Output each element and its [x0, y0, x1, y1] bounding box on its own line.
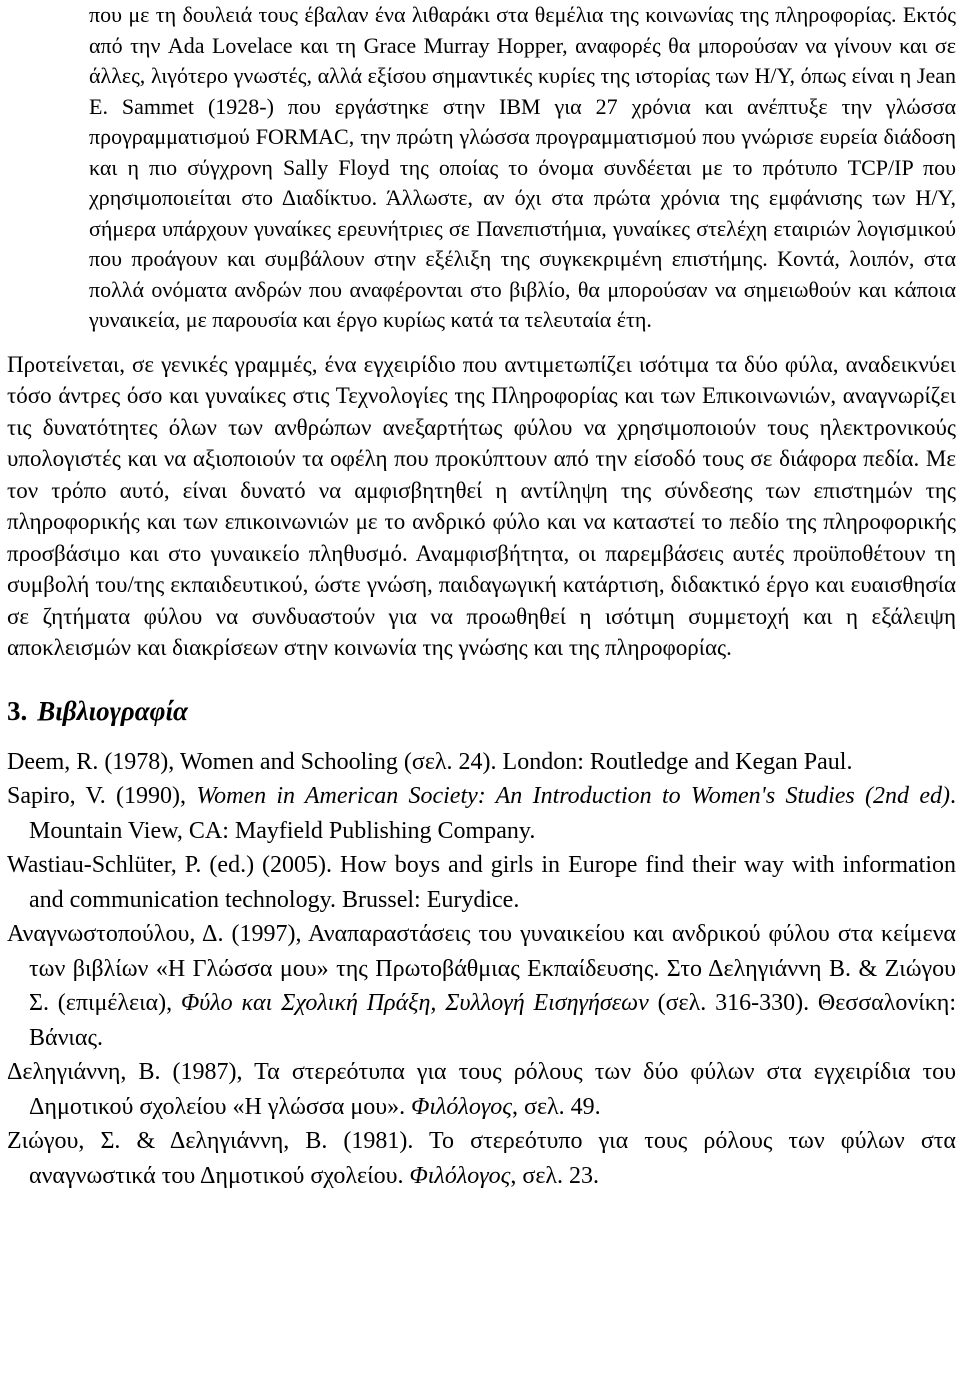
- reference-text: Ζιώγου, Σ. & Δεληγιάννη, Β. (1981). Το στερεότυπο για τους ρόλους των φύλων στα αναγνωστικά του Δημοτικού σχολείου.: [7, 1128, 956, 1189]
- reference-item: [7, 848, 956, 917]
- reference-text: Sapiro, V. (1990),: [7, 783, 197, 809]
- reference-item: [7, 917, 956, 1055]
- reference-text: Δεληγιάννη, Β. (1987), Τα στερεότυπα για τους ρόλους των δύο φύλων στα εγχειρίδια του Δημοτικού σχολείου «Η γλώσσα μου».: [7, 1059, 956, 1120]
- reference-italic-title: Women in American Society: An Introduction to Women's Studies (2nd ed): [196, 783, 950, 809]
- reference-text: Αναγνωστοπούλου, Δ. (1997), Αναπαραστάσεις του γυναικείου και ανδρικού φύλου στα κείμενα των βιβλίων «Η Γλώσσα μου» της Πρωτοβάθμιας Εκπαίδευσης. Στο Δεληγιάννη Β. & Ζιώγου Σ. (επιμέλεια),: [7, 921, 956, 1016]
- reference-text-tail: (σελ. 316-330). Θεσσαλονίκη: Βάνιας.: [29, 990, 957, 1051]
- reference-italic-title: Φύλο και Σχολική Πράξη, Συλλογή Εισηγήσεων: [180, 990, 649, 1016]
- reference-item: [7, 745, 956, 780]
- section-heading: [7, 694, 960, 728]
- reference-text-tail: , σελ. 23.: [510, 1162, 600, 1189]
- reference-item: [7, 1055, 956, 1124]
- reference-item: [7, 779, 956, 848]
- main-paragraph: Προτείνεται, σε γενικές γραμμές, ένα εγχειρίδιο που αντιμετωπίζει ισότιμα τα δύο φύλα, αναδεικνύει τόσο άντρες όσο και γυναίκες στις Τεχνολογίες της Πληροφορίας και των Επικοινωνιών, αναγνωρίζει τις δυνατότητες όλων των ανθρώπων ανεξαρτήτως φύλου να χρησιμοποιούν τους ηλεκτρονικούς υπολογιστές και να αξιοποιούν τα οφέλη που προκύπτουν από την είσοδό τους σε διάφορα πεδία. Με τον τρόπο αυτό, είναι δυνατό να αμφισβητηθεί η αντίληψη της σύνδεσης των επιστημών της πληροφορικής και των επικοινωνιών με το ανδρικό φύλο και να καταστεί το πεδίο της πληροφορικής προσβάσιμο και στο γυναικείο πληθυσμό. Αναμφισβήτητα, οι παρεμβάσεις αυτές προϋποθέτουν τη συμβολή του/της εκπαιδευτικού, ώστε γνώση, παιδαγωγική κατάρτιση, διδακτικό έργο και ευαισθησία σε ζητήματα φύλου να συνδυαστούν για να προωθηθεί η ισότιμη συμμετοχή και η εξάλειψη αποκλεισμών και διακρίσεων στην κοινωνία της γνώσης και της πληροφορίας.: [7, 351, 956, 660]
- reference-italic-title: Φιλόλογος: [409, 1162, 511, 1189]
- indented-paragraph: [89, 0, 956, 336]
- reference-item: [7, 1124, 956, 1193]
- reference-list: [7, 745, 956, 1194]
- section-title: Βιβλιογραφία: [37, 695, 188, 726]
- reference-text: Wastiau-Schlüter, P. (ed.) (2005). How boys and girls in Europe find their way with information and communication technology. Brussel: Eurydice.: [7, 852, 956, 913]
- section-number: 3.: [7, 695, 28, 726]
- reference-text-tail: . Mountain View, CA: Mayfield Publishing Company.: [29, 783, 956, 844]
- reference-italic-title: Φιλόλογος: [411, 1093, 513, 1120]
- reference-text-tail: , σελ. 49.: [512, 1093, 601, 1120]
- continued-paragraph-text: που με τη δουλειά τους έβαλαν ένα λιθαράκι στα θεμέλια της κοινωνίας της πληροφορίας. Εκτός από την Ada Lovelace και τη Grace Murray Hopper, αναφορές θα μπορούσαν να γίνουν και σε άλλες, λιγότερο γνωστές, αλλά εξίσου σημαντικές κυρίες της ιστορίας των Η/Υ, όπως είναι η Jean E. Sammet (1928-) που εργάστηκε στην IBM για 27 χρόνια και ανέπτυξε την γλώσσα προγραμματισμού FORMAC, την πρώτη γλώσσα προγραμματισμού που γνώρισε ευρεία διάδοση και η πιο σύγχρονη Sally Floyd της οποίας το όνομα συνδέεται με το πρότυπο TCP/IP που χρησιμοποιείται στο Διαδίκτυο. Άλλωστε, αν όχι στα πρώτα χρόνια της εμφάνισης των Η/Υ, σήμερα υπάρχουν γυναίκες ερευνήτριες σε Πανεπιστήμια, γυναίκες στελέχη εταιριών λογισμικού που προάγουν και συμβάλουν στην εξέλιξη της συγκεκριμένη επιστήμης. Κοντά, λοιπόν, στα πολλά ονόματα ανδρών που αναφέρονται στο βιβλίο, θα μπορούσαν να σημειωθούν και κάποια γυναικεία, με παρουσία και έργο κυρίως κατά τα τελευταία έτη.: [89, 2, 956, 332]
- reference-text: Deem, R. (1978), Women and Schooling (σελ. 24). London: Routledge and Kegan Paul.: [7, 748, 853, 775]
